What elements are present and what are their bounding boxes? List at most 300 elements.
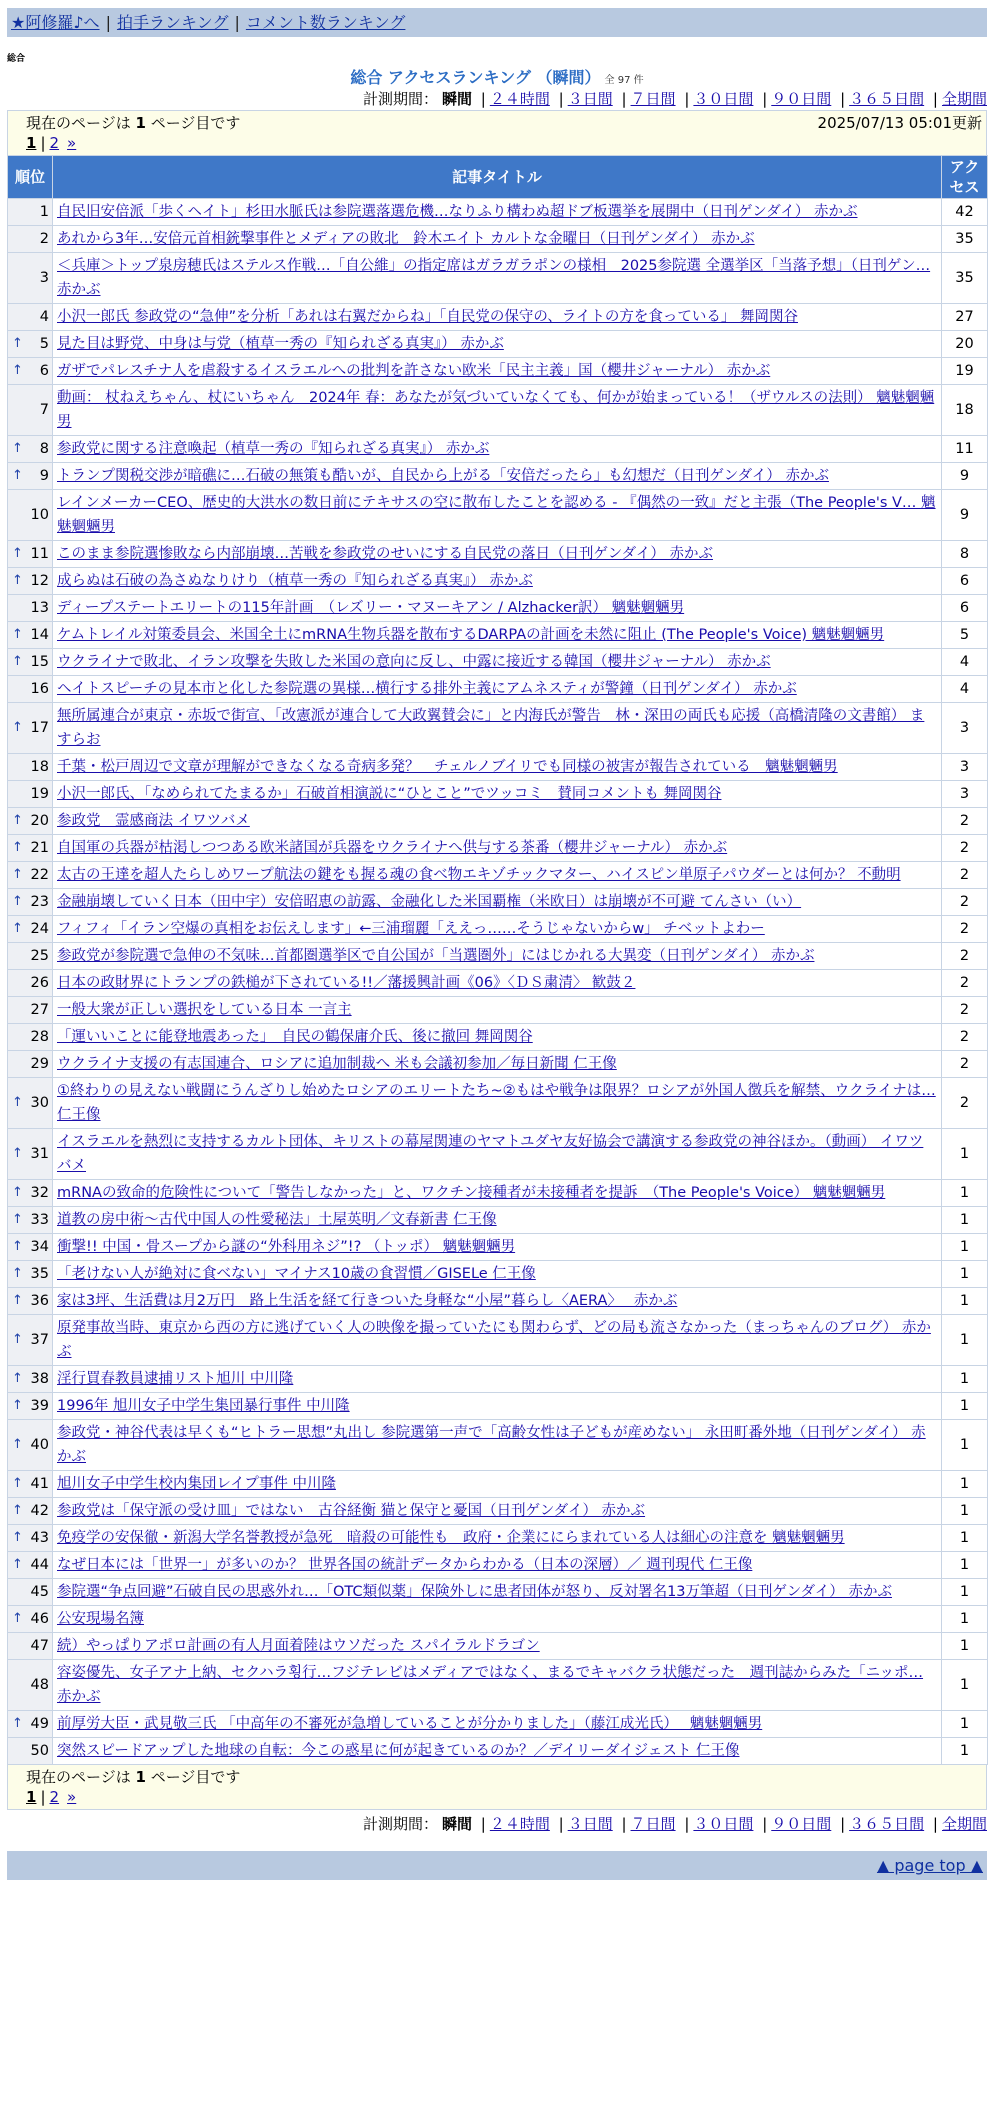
access-count: 9 (942, 463, 988, 490)
access-count: 2 (942, 835, 988, 862)
rank-up-arrow-icon: ↑ (12, 1212, 23, 1227)
table-row (8, 754, 988, 781)
article-title-link[interactable]: 千葉・松戸周辺で文章が理解ができなくなる奇病多発？ チェルノブイリでも同様の被害が報告されている 魑魅魍魎男 (57, 759, 838, 775)
rank-up-arrow-icon: ↑ (12, 654, 23, 669)
title-cell (53, 1288, 942, 1315)
rank-number: 16 (30, 681, 49, 697)
period-link-365d[interactable]: ３６５日間 (849, 1815, 925, 1833)
article-title-link[interactable]: 一般大衆が正しい選択をしている日本 一言主 (57, 1002, 352, 1018)
rank-up-arrow-icon: ↑ (12, 441, 23, 456)
article-title-link[interactable]: あれから3年…安倍元首相銃撃事件とメディアの敗北 鈴木エイト カルトな金曜日（日刊ゲンダイ） 赤かぶ (57, 231, 755, 247)
rank-number: 14 (30, 627, 49, 643)
title-cell (53, 253, 942, 304)
title-cell (53, 226, 942, 253)
period-link-all[interactable]: 全期間 (941, 1815, 987, 1833)
article-title-link[interactable]: 容姿優先、女子アナ上納、セクハラ횡行…フジテレビはメディアではなく、まるでキャバクラ状態だった 週刊誌からみた「ニッポ… 赤かぶ (57, 1665, 924, 1705)
rank-up-arrow-icon: ↑ (12, 1371, 23, 1386)
table-row (8, 358, 988, 385)
rank-cell (8, 1288, 53, 1315)
table-row (8, 1180, 988, 1207)
page-indicator-current: 1 (135, 1768, 146, 1786)
article-title-link[interactable]: 衝撃!! 中国・骨スープから謎の“外科用ネジ”!? （トッポ） 魑魅魍魎男 (57, 1239, 516, 1255)
page-indicator-suffix: ページ目です (145, 114, 241, 132)
rank-up-arrow-icon: ↑ (12, 1611, 23, 1626)
access-count: 6 (942, 595, 988, 622)
title-cell (53, 1024, 942, 1051)
title-cell (53, 1234, 942, 1261)
title-cell (53, 541, 942, 568)
rank-cell (8, 754, 53, 781)
title-cell (53, 385, 942, 436)
rank-cell (8, 1234, 53, 1261)
article-title-link[interactable]: 自国軍の兵器が枯渇しつつある欧米諸国が兵器をウクライナへ供与する茶番（櫻井ジャーナル） 赤かぶ (57, 840, 728, 856)
period-selector-top: 計測期間： 瞬間 | ２４時間 | ３日間 | ７日間 | ３０日間 | ９０日間 | ３６５日間 | 全期間 (362, 90, 987, 108)
table-row (8, 1552, 988, 1579)
title-cell (53, 490, 942, 541)
table-row (8, 997, 988, 1024)
article-title-link[interactable]: 参政党が参院選で急伸の不気味…首都圏選挙区で自公国が「当選圏外」にはじかれる大異変（日刊ゲンダイ） 赤かぶ (57, 948, 815, 964)
rank-number: 43 (30, 1530, 49, 1546)
article-title-link[interactable]: 続）やっぱりアポロ計画の有人月面着陸はウソだった スパイラルドラゴン (57, 1638, 540, 1654)
title-cell (53, 1180, 942, 1207)
table-row (8, 1711, 988, 1738)
access-count: 1 (942, 1180, 988, 1207)
access-count: 20 (942, 331, 988, 358)
rank-number: 17 (30, 720, 49, 736)
rank-number: 4 (39, 309, 49, 325)
article-title-link[interactable]: ケムトレイル対策委員会、米国全土にmRNA生物兵器を散布するDARPAの計画を未然に阻止 (The People's Voice) 魑魅魍魎男 (57, 627, 885, 643)
rank-cell (8, 997, 53, 1024)
access-count: 2 (942, 916, 988, 943)
table-row (8, 226, 988, 253)
rank-up-arrow-icon: ↑ (12, 1437, 23, 1452)
page-indicator-suffix: ページ目です (145, 1768, 241, 1786)
rank-cell (8, 304, 53, 331)
article-title-link[interactable]: トランプ関税交渉が暗礁に…石破の無策も酷いが、自民から上がる「安倍だったら」も幻想だ（日刊ゲンダイ） 赤かぶ (57, 468, 829, 484)
access-count: 5 (942, 622, 988, 649)
rank-number: 41 (30, 1476, 49, 1492)
table-row (8, 649, 988, 676)
rank-number: 26 (30, 975, 49, 991)
rank-cell (8, 1660, 53, 1711)
rank-cell (8, 862, 53, 889)
rank-number: 8 (39, 441, 49, 457)
rank-number: 22 (30, 867, 49, 883)
article-title-link[interactable]: 道教の房中術〜古代中国人の性愛秘法」土屋英明／文春新書 仁王像 (57, 1212, 497, 1228)
rank-number: 33 (30, 1212, 49, 1228)
period-link-365d[interactable]: ３６５日間 (849, 90, 925, 108)
table-row (8, 1420, 988, 1471)
article-title-link[interactable]: フィフィ「イラン空爆の真相をお伝えします」←三浦瑠麗「ええっ……そうじゃないからw」 チベットよわー (57, 921, 765, 937)
ranking-title: 総合 アクセスランキング （瞬間） (350, 68, 601, 87)
table-row (8, 1525, 988, 1552)
nav-separator: | (105, 13, 111, 32)
rank-up-arrow-icon: ↑ (12, 1557, 23, 1572)
table-row (8, 835, 988, 862)
rank-cell (8, 781, 53, 808)
rank-number: 30 (30, 1095, 49, 1111)
page-2-link[interactable]: 2 (49, 1788, 60, 1806)
period-link-90d[interactable]: ９０日間 (771, 1815, 832, 1833)
access-count: 2 (942, 862, 988, 889)
title-cell (53, 1471, 942, 1498)
table-row (8, 1051, 988, 1078)
rank-cell (8, 943, 53, 970)
rank-number: 7 (39, 402, 49, 418)
period-link-24h[interactable]: ２４時間 (489, 1815, 550, 1833)
access-count: 1 (942, 1579, 988, 1606)
rank-up-arrow-icon: ↑ (12, 627, 23, 642)
period-selector-bottom: 計測期間： 瞬間 | ２４時間 | ３日間 | ７日間 | ３０日間 | ９０日間 | ３６５日間 | 全期間 (362, 1815, 987, 1833)
article-title-link[interactable]: ウクライナ支援の有志国連合、ロシアに追加制裁へ 米も会議初参加／毎日新聞 仁王像 (57, 1056, 617, 1072)
rank-cell (8, 199, 53, 226)
rank-number: 5 (39, 336, 49, 352)
access-count: 1 (942, 1711, 988, 1738)
article-title-link[interactable]: 太古の王達を超人たらしめワープ航法の鍵をも握る魂の食べ物エキゾチックマター、ハイスピン単原子パウダーとは何か？ 不動明 (57, 867, 901, 883)
rank-number: 45 (30, 1584, 49, 1600)
table-row (8, 463, 988, 490)
article-title-link[interactable]: 免疫学の安保徹・新潟大学名誉教授が急死 暗殺の可能性も 政府・企業ににらまれている人は細心の注意を 魑魅魍魎男 (57, 1530, 845, 1546)
page-2-link[interactable]: 2 (49, 134, 60, 152)
article-title-link[interactable]: 小沢一郎氏、「なめられてたまるか」石破首相演説に“ひとこと”でツッコミ 賛同コメントも 舞岡関谷 (57, 786, 722, 802)
rank-cell (8, 436, 53, 463)
article-title-link[interactable]: このまま参院選惨敗なら内部崩壊…苦戦を参政党のせいにする自民党の落日（日刊ゲンダイ） 赤かぶ (57, 546, 713, 562)
access-count: 6 (942, 568, 988, 595)
column-header-access: アクセス (942, 156, 988, 199)
rank-up-arrow-icon: ↑ (12, 1503, 23, 1518)
rank-number: 47 (30, 1638, 49, 1654)
rank-cell (8, 463, 53, 490)
rank-number: 13 (30, 600, 49, 616)
article-title-link[interactable]: ヘイトスピーチの見本市と化した参院選の異様…横行する排外主義にアムネスティが警鐘（日刊ゲンダイ） 赤かぶ (57, 681, 797, 697)
period-link-7d[interactable]: ７日間 (630, 1815, 676, 1833)
article-title-link[interactable]: 参政党 霊感商法 イワツバメ (57, 813, 250, 829)
article-title-link[interactable]: 参政党・神谷代表は早くも“ヒトラー思想”丸出し 参院選第一声で「高齢女性は子どもが産めない」 永田町番外地（日刊ゲンダイ） 赤かぶ (57, 1425, 926, 1465)
rank-number: 39 (30, 1398, 49, 1414)
period-link-3d[interactable]: ３日間 (567, 90, 613, 108)
access-count: 27 (942, 304, 988, 331)
page-1-current: 1 (26, 134, 37, 152)
total-count: 全 97 件 (604, 75, 644, 86)
table-row (8, 568, 988, 595)
ranking-table (7, 155, 988, 1765)
page-indicator-prefix: 現在のページは (26, 114, 136, 132)
rank-cell (8, 253, 53, 304)
table-row (8, 703, 988, 754)
rank-up-arrow-icon: ↑ (12, 1266, 23, 1281)
updated-timestamp: 2025/07/13 05:01更新 (817, 114, 982, 132)
access-count: 9 (942, 490, 988, 541)
title-cell (53, 1579, 942, 1606)
access-count: 1 (942, 1234, 988, 1261)
article-title-link[interactable]: 無所属連合が東京・赤坂で街宣、「改憲派が連合して大政翼賛会に」と内海氏が警告 林・深田の両氏も応援（高橋清隆の文書館） ますらお (57, 708, 925, 748)
rank-cell (8, 385, 53, 436)
rank-up-arrow-icon: ↑ (12, 1332, 23, 1347)
title-cell (53, 1207, 942, 1234)
table-row (8, 622, 988, 649)
rank-up-arrow-icon: ↑ (12, 1530, 23, 1545)
page-top-link[interactable]: ▲ page top ▲ (876, 1856, 983, 1875)
rank-number: 36 (30, 1293, 49, 1309)
table-row (8, 331, 988, 358)
rank-number: 9 (39, 468, 49, 484)
rank-cell (8, 1024, 53, 1051)
column-header-rank: 順位 (8, 156, 53, 199)
rank-up-arrow-icon: ↑ (12, 813, 23, 828)
article-title-link[interactable]: 旭川女子中学生校内集団レイプ事件 中川隆 (57, 1476, 336, 1492)
title-cell (53, 199, 942, 226)
access-count: 35 (942, 226, 988, 253)
table-row (8, 970, 988, 997)
access-count: 8 (942, 541, 988, 568)
access-count: 2 (942, 808, 988, 835)
access-count: 1 (942, 1738, 988, 1765)
rank-up-arrow-icon: ↑ (12, 1398, 23, 1413)
rank-cell (8, 808, 53, 835)
rank-up-arrow-icon: ↑ (12, 1185, 23, 1200)
rank-up-arrow-icon: ↑ (12, 840, 23, 855)
rank-cell (8, 358, 53, 385)
table-row (8, 1315, 988, 1366)
access-count: 1 (942, 1660, 988, 1711)
rank-up-arrow-icon: ↑ (12, 336, 23, 351)
article-title-link[interactable]: 自民旧安倍派「歩くヘイト」杉田水脈氏は参院選落選危機…なりふり構わぬ超ドブ板選挙を展開中（日刊ゲンダイ） 赤かぶ (57, 204, 858, 220)
article-title-link[interactable]: 「老けない人が絶対に食べない」マイナス10歳の食習慣／GISELe 仁王像 (57, 1266, 536, 1282)
title-cell (53, 568, 942, 595)
rank-cell (8, 1738, 53, 1765)
nav-link-comment-ranking[interactable]: コメント数ランキング (245, 13, 406, 32)
rank-up-arrow-icon: ↑ (12, 1239, 23, 1254)
rank-cell (8, 622, 53, 649)
rank-number: 11 (30, 546, 49, 562)
article-title-link[interactable]: mRNAの致命的危険性について「警告しなかった」と、ワクチン接種者が未接種者を提訴 （The People's Voice） 魑魅魍魎男 (57, 1185, 886, 1201)
table-row (8, 1393, 988, 1420)
rank-up-arrow-icon: ↑ (12, 573, 23, 588)
access-count: 1 (942, 1129, 988, 1180)
article-title-link[interactable]: 参政党は「保守派の受け皿」ではない 古谷経衡 猫と保守と憂国（日刊ゲンダイ） 赤かぶ (57, 1503, 646, 1519)
rank-number: 12 (30, 573, 49, 589)
table-row (8, 916, 988, 943)
rank-number: 20 (30, 813, 49, 829)
title-cell (53, 970, 942, 997)
article-title-link[interactable]: ガザでパレスチナ人を虐殺するイスラエルへの批判を許さない欧米「民主主義」国（櫻井ジャーナル） 赤かぶ (57, 363, 771, 379)
article-title-link[interactable]: レインメーカーCEO、歴史的大洪水の数日前にテキサスの空に散布したことを認める - 『偶然の一致』だと主張（The People's V… 魑魅魍魎男 (57, 495, 936, 535)
access-count: 1 (942, 1261, 988, 1288)
period-current: 瞬間 (441, 1815, 472, 1833)
title-cell (53, 835, 942, 862)
home-link[interactable]: ★阿修羅♪へ (11, 13, 100, 32)
top-nav-bar (7, 8, 987, 37)
article-title-link[interactable]: 原発事故当時、東京から西の方に逃げていく人の映像を撮っていたにも関わらず、どの局も流さなかった（まっちゃんのブログ） 赤かぶ (57, 1320, 931, 1360)
category-label: 総合 (7, 54, 26, 64)
table-row (8, 253, 988, 304)
article-title-link[interactable]: 小沢一郎氏 参政党の“急伸”を分析「あれは右翼だからね」「自民党の保守の、ライトの方を食っている」 舞岡関谷 (57, 309, 798, 325)
title-cell (53, 997, 942, 1024)
article-title-link[interactable]: 前厚労大臣・武見敬三氏 「中高年の不審死が急増していることが分かりました」（藤江成光氏） 魑魅魍魎男 (57, 1716, 763, 1732)
table-row (8, 1207, 988, 1234)
rank-cell (8, 1471, 53, 1498)
period-link-3d[interactable]: ３日間 (567, 1815, 613, 1833)
article-title-link[interactable]: 公安現場名簿 (57, 1611, 144, 1627)
title-cell (53, 1552, 942, 1579)
article-title-link[interactable]: 参院選“争点回避”石破自民の思惑外れ…「OTC類似薬」保険外しに患者団体が怒り、反対署名13万筆超（日刊ゲンダイ） 赤かぶ (57, 1584, 892, 1600)
article-title-link[interactable]: 参政党に関する注意喚起（植草一秀の『知られざる真実』） 赤かぶ (57, 441, 490, 457)
title-cell (53, 1498, 942, 1525)
column-header-title: 記事タイトル (53, 156, 942, 199)
rank-cell (8, 1315, 53, 1366)
rank-cell (8, 541, 53, 568)
article-title-link[interactable]: 1996年 旭川女子中学生集団暴行事件 中川隆 (57, 1398, 350, 1414)
rank-number: 10 (30, 507, 49, 523)
article-title-link[interactable]: 家は3坪、生活費は月2万円 路上生活を経て行きついた身軽な“小屋”暮らし〈AERA〉 赤かぶ (57, 1293, 678, 1309)
article-title-link[interactable]: なぜ日本には「世界一」が多いのか？ 世界各国の統計データからわかる（日本の深層）／ 週刊現代 仁王像 (57, 1557, 753, 1573)
period-link-all[interactable]: 全期間 (941, 90, 987, 108)
article-title-link[interactable]: 日本の政財界にトランプの鉄槌が下されている!!／藩援興計画《06》〈ＤＳ粛清〉 歓鼓２ (57, 975, 636, 991)
rank-number: 29 (30, 1056, 49, 1072)
access-count: 2 (942, 1051, 988, 1078)
rank-cell (8, 1711, 53, 1738)
title-cell (53, 1711, 942, 1738)
table-row (8, 1366, 988, 1393)
table-row (8, 1498, 988, 1525)
access-count: 1 (942, 1633, 988, 1660)
title-cell (53, 649, 942, 676)
article-title-link[interactable]: 「運いいことに能登地震あった」 自民の鶴保庸介氏、後に撤回 舞岡関谷 (57, 1029, 533, 1045)
title-cell (53, 595, 942, 622)
next-page-link[interactable]: » (67, 134, 77, 152)
rank-number: 37 (30, 1332, 49, 1348)
period-link-30d[interactable]: ３０日間 (693, 90, 754, 108)
access-count: 2 (942, 943, 988, 970)
table-row (8, 1579, 988, 1606)
footer-bar (7, 1851, 987, 1880)
rank-up-arrow-icon: ↑ (12, 1476, 23, 1491)
title-cell (53, 1738, 942, 1765)
table-row (8, 304, 988, 331)
title-cell (53, 1129, 942, 1180)
article-title-link[interactable]: 見た目は野党、中身は与党（植草一秀の『知られざる真実』） 赤かぶ (57, 336, 504, 352)
pager-bottom: 現在のページは 1 ページ目です 1 | 2 » (7, 1765, 987, 1810)
article-title-link[interactable]: 淫行買春教員逮捕リスト旭川 中川隆 (57, 1371, 294, 1387)
rank-number: 27 (30, 1002, 49, 1018)
rank-number: 38 (30, 1371, 49, 1387)
rank-cell (8, 970, 53, 997)
rank-number: 46 (30, 1611, 49, 1627)
rank-cell (8, 595, 53, 622)
access-count: 4 (942, 649, 988, 676)
access-count: 2 (942, 997, 988, 1024)
rank-cell (8, 1180, 53, 1207)
rank-up-arrow-icon: ↑ (12, 894, 23, 909)
period-link-90d[interactable]: ９０日間 (771, 90, 832, 108)
access-count: 2 (942, 1024, 988, 1051)
period-link-24h[interactable]: ２４時間 (489, 90, 550, 108)
page-indicator-current: 1 (135, 114, 146, 132)
ranking-rows (8, 199, 988, 1765)
table-row (8, 199, 988, 226)
rank-cell (8, 1552, 53, 1579)
rank-number: 31 (30, 1146, 49, 1162)
rank-cell (8, 835, 53, 862)
article-title-link[interactable]: 動画： 杖ねえちゃん、杖にいちゃん 2024年 春：あなたが気づいていなくても、何かが始まっている！（ザウルスの法則） 魑魅魍魎男 (57, 390, 935, 430)
access-count: 35 (942, 253, 988, 304)
access-count: 1 (942, 1606, 988, 1633)
nav-separator: | (234, 13, 240, 32)
table-row (8, 595, 988, 622)
rank-up-arrow-icon: ↑ (12, 468, 23, 483)
access-count: 2 (942, 889, 988, 916)
article-title-link[interactable]: イスラエルを熱烈に支持するカルト団体、キリストの幕屋関連のヤマトユダヤ友好協会で講演する参政党の神谷ほか。（動画） イワツバメ (57, 1134, 924, 1174)
article-title-link[interactable]: 突然スピードアップした地球の自転：今この惑星に何が起きているのか？／デイリーダイジェスト 仁王像 (57, 1743, 740, 1759)
access-count: 42 (942, 199, 988, 226)
title-cell (53, 1633, 942, 1660)
title-cell (53, 1606, 942, 1633)
title-cell (53, 781, 942, 808)
title-cell (53, 1315, 942, 1366)
page-title (7, 67, 987, 89)
next-page-link[interactable]: » (67, 1788, 77, 1806)
rank-number: 34 (30, 1239, 49, 1255)
nav-link-applause-ranking[interactable]: 拍手ランキング (116, 13, 229, 32)
rank-cell (8, 568, 53, 595)
access-count: 2 (942, 970, 988, 997)
article-title-link[interactable]: ディープステートエリートの115年計画 （レズリー・マヌーキアン / Alzhacker訳） 魑魅魍魎男 (57, 600, 685, 616)
period-link-30d[interactable]: ３０日間 (693, 1815, 754, 1833)
table-row (8, 385, 988, 436)
rank-cell (8, 1606, 53, 1633)
rank-cell (8, 331, 53, 358)
article-title-link[interactable]: 成らぬは石破の為さぬなりけり（植草一秀の『知られざる真実』） 赤かぶ (57, 573, 533, 589)
article-title-link[interactable]: ウクライナで敗北、イラン攻撃を失敗した米国の意向に反し、中露に接近する韓国（櫻井ジャーナル） 赤かぶ (57, 654, 771, 670)
access-count: 4 (942, 676, 988, 703)
table-row (8, 1471, 988, 1498)
page-1-current: 1 (26, 1788, 37, 1806)
table-row (8, 889, 988, 916)
article-title-link[interactable]: 金融崩壊していく日本（田中宇）安倍昭恵の訪露、金融化した米国覇権（米欧日）は崩壊が不可避 てんさい（い） (57, 894, 802, 910)
rank-up-arrow-icon: ↑ (12, 1293, 23, 1308)
rank-cell (8, 1579, 53, 1606)
period-link-7d[interactable]: ７日間 (630, 90, 676, 108)
rank-up-arrow-icon: ↑ (12, 720, 23, 735)
rank-cell (8, 490, 53, 541)
title-cell (53, 1420, 942, 1471)
title-cell (53, 703, 942, 754)
title-cell (53, 862, 942, 889)
access-count: 1 (942, 1420, 988, 1471)
article-title-link[interactable]: ①終わりの見えない戦闘にうんざりし始めたロシアのエリートたち~②もはや戦争は限界？ロシアが外国人徴兵を解禁、ウクライナは… 仁王像 (57, 1083, 936, 1123)
table-row (8, 808, 988, 835)
rank-number: 50 (30, 1743, 49, 1759)
title-cell (53, 1366, 942, 1393)
title-cell (53, 331, 942, 358)
rank-cell (8, 1261, 53, 1288)
access-count: 2 (942, 1078, 988, 1129)
title-cell (53, 1525, 942, 1552)
article-title-link[interactable]: ＜兵庫＞トップ泉房穂氏はステルス作戦…「自公維」の指定席はガラガラポンの様相 2025参院選 全選挙区「当落予想」（日刊ゲン… 赤かぶ (57, 258, 931, 298)
access-count: 18 (942, 385, 988, 436)
access-count: 3 (942, 703, 988, 754)
rank-number: 18 (30, 759, 49, 775)
rank-cell (8, 649, 53, 676)
table-row (8, 1633, 988, 1660)
rank-number: 15 (30, 654, 49, 670)
rank-cell (8, 1078, 53, 1129)
table-row (8, 862, 988, 889)
rank-cell (8, 1498, 53, 1525)
access-count: 1 (942, 1366, 988, 1393)
rank-cell (8, 226, 53, 253)
pager-top: 現在のページは 1 ページ目です 2025/07/13 05:01更新 1 | 2 » (7, 110, 987, 155)
